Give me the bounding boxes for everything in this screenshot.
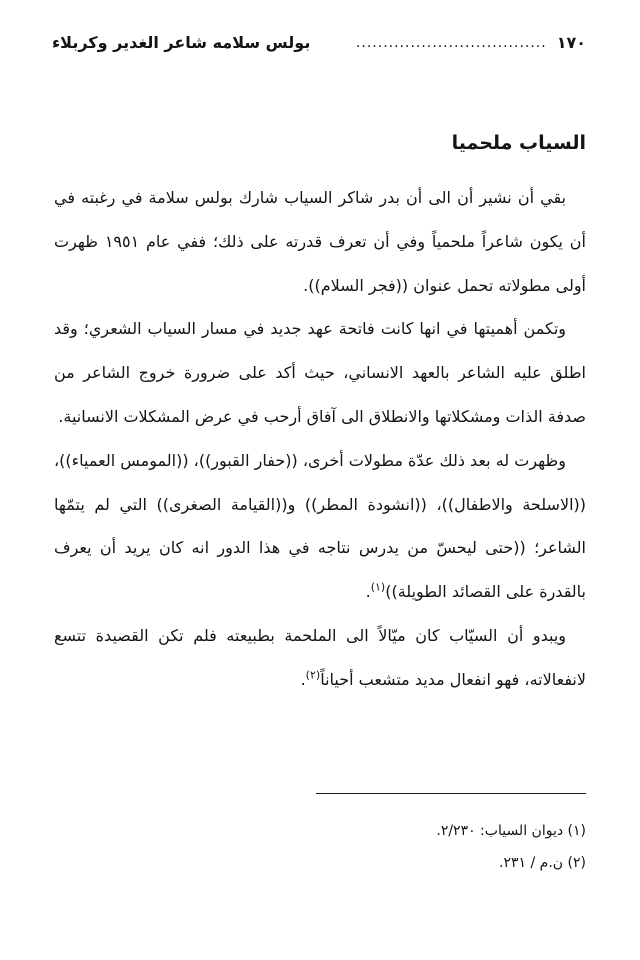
running-title: بولس سلامه شاعر الغدير وكربلاء	[52, 33, 311, 52]
section-title: السياب ملحميا	[451, 132, 586, 154]
footnote-1: (١) ديوان السياب: ٢/٢٣٠.	[436, 823, 586, 839]
footnote-2: (٢) ن.م / ٢٣١.	[499, 855, 586, 871]
leader-dots: ...................................	[355, 35, 547, 51]
paragraph-3: وظهرت له بعد ذلك عدّة مطولات أخرى، ((حفار القبور))، ((المومس العمياء))، ((الاسلحة والاطفال))، ((انشودة المطر)) و((القيامة الصغرى)) التي لم يتمّها الشاعر؛ ((حتى ليحسّ من يدرس نتاجه في هذا الدور انه كان يريد أن يعرف بالقدرة على القصائد الطويلة))$^{(١)}$.	[54, 450, 586, 602]
footnotes	[54, 815, 586, 879]
paragraph-1: بقي أن نشير أن الى أن بدر شاكر السياب شارك بولس سلامة في رغبته في أن يكون شاعراً ملحمياً وفي أن تعرف قدرته على ذلك؛ ففي عام ١٩٥١ ظهرت أولى مطولاته تحمل عنوان ((فجر السلام)).	[54, 188, 587, 295]
footnote-ref-2: (٢)	[305, 668, 321, 682]
footnote-ref-1: (١)	[370, 580, 386, 594]
footnote-divider	[316, 793, 586, 794]
body-text	[54, 176, 586, 702]
paragraph-2: وتكمن أهميتها في انها كانت فاتحة عهد جديد في مسار السياب الشعري؛ وقد اطلق عليه الشاعر بالعهد الانساني، حيث أكد على ضرورة خروج الشاعر من صدفة الذات ومشكلاتها والانطلاق الى آفاق أرحب في عرض المشكلات الانسانية.	[54, 319, 586, 426]
page-number: ١٧٠	[556, 33, 586, 52]
running-header	[52, 32, 586, 54]
paragraph-4: ويبدو أن السيّاب كان ميّالاً الى الملحمة بطبيعته فلم تكن القصيدة تتسع لانفعالاته، فهو انفعال مديد متشعب أحياناً$^{(٢)}$.	[54, 625, 586, 689]
